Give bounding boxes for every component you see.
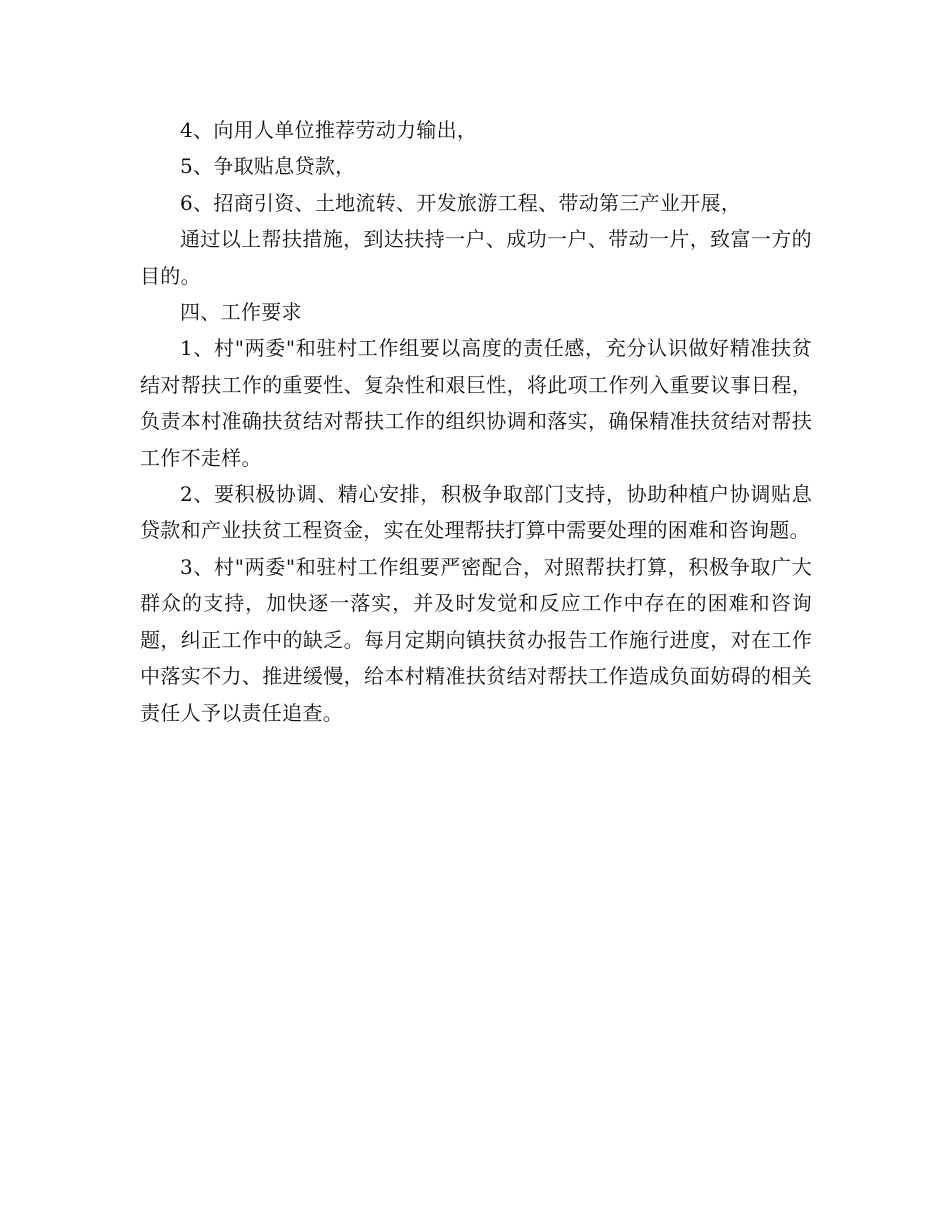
paragraph-requirement-1: 1、村"两委"和驻村工作组要以高度的责任感，充分认识做好精准扶贫结对帮扶工作的重要性、复杂性和艰巨性，将此项工作列入重要议事日程，负责本村准确扶贫结对帮扶工作的组织协调和落实，确保精准扶贫结对帮扶工作不走样。 <box>140 336 812 470</box>
paragraph-item-6: 6、招商引资、土地流转、开发旅游工程、带动第三产业开展， <box>180 190 742 215</box>
document-body <box>140 112 812 731</box>
paragraph-requirement-3: 3、村"两委"和驻村工作组要严密配合，对照帮扶打算，积极争取广大群众的支持，加快逐一落实，并及时发觉和反应工作中存在的困难和咨询题，纠正工作中的缺乏。每月定期向镇扶贫办报告工作施行进度，对在工作中落实不力、推进缓慢，给本村精准扶贫结对帮扶工作造成负面妨碍的相关责任人予以责任追查。 <box>140 554 812 725</box>
section-heading-requirements: 四、工作要求 <box>180 300 302 325</box>
paragraph-requirement-2: 2、要积极协调、精心安排，积极争取部门支持，协助种植户协调贴息贷款和产业扶贫工程资金，实在处理帮扶打算中需要处理的困难和咨询题。 <box>140 482 812 543</box>
paragraph-item-5: 5、争取贴息贷款， <box>180 154 356 179</box>
paragraph-item-4: 4、向用人单位推荐劳动力输出， <box>180 118 478 142</box>
paragraph-summary: 通过以上帮扶措施，到达扶持一户、成功一户、带动一片，致富一方的目的。 <box>140 227 812 288</box>
